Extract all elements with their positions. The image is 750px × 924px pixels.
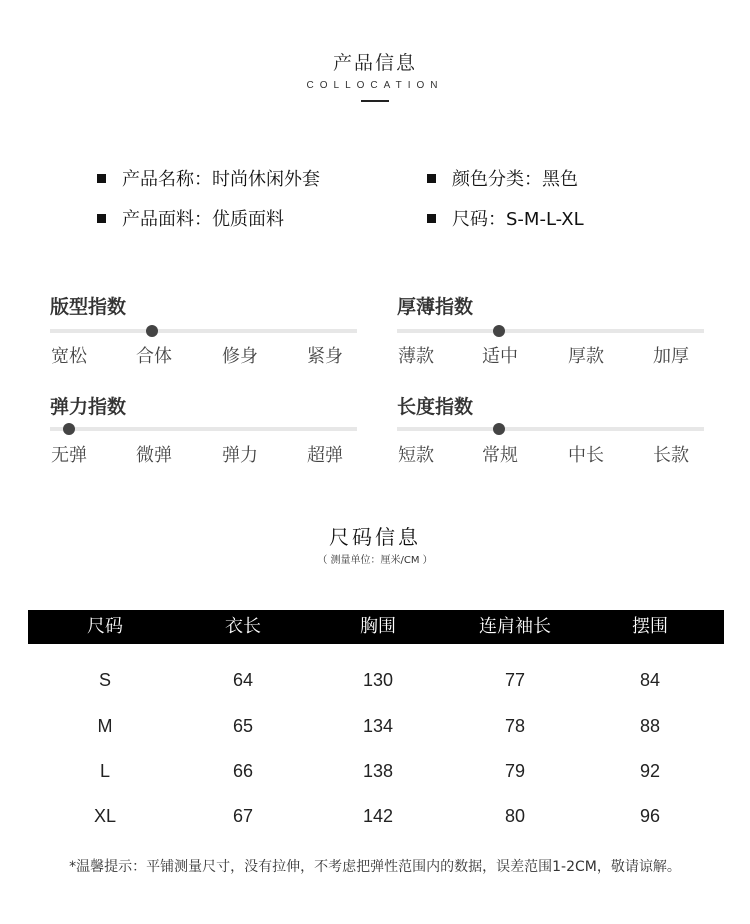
fit-option: 宽松 xyxy=(51,346,87,367)
table-cell: 66 xyxy=(232,761,254,781)
table-cell: 65 xyxy=(232,716,254,736)
fit-option: 紧身 xyxy=(307,346,343,367)
column-header-sleeve: 连肩袖长 xyxy=(479,616,551,637)
stretch-option: 无弹 xyxy=(51,445,87,466)
table-cell: 84 xyxy=(639,670,661,690)
stretch-option: 微弹 xyxy=(136,445,172,466)
thickness-option: 薄款 xyxy=(398,346,434,367)
product-info-title: 产品信息 xyxy=(332,52,417,74)
size-info-title: 尺码信息 xyxy=(329,525,421,549)
info-item-fabric xyxy=(97,205,284,231)
table-cell: 96 xyxy=(639,806,661,826)
thickness-option: 厚款 xyxy=(568,346,604,367)
product-info-subtitle: COLLOCATION xyxy=(306,80,444,91)
title-divider xyxy=(361,100,389,102)
square-bullet-icon xyxy=(97,174,106,183)
info-item-label: 颜色分类：黑色 xyxy=(452,169,578,190)
size-unit-note: （ 测量单位：厘米/CM ） xyxy=(317,555,433,566)
thickness-option: 适中 xyxy=(482,346,518,367)
stretch-index-track xyxy=(50,427,357,431)
info-item-label: 尺码：S-M-L-XL xyxy=(452,209,584,230)
length-index-track xyxy=(397,427,704,431)
length-option: 中长 xyxy=(568,445,604,466)
thickness-option: 加厚 xyxy=(653,346,689,367)
thickness-index-title: 厚薄指数 xyxy=(397,296,474,318)
fit-index-title: 版型指数 xyxy=(50,296,127,318)
table-cell: 77 xyxy=(504,670,526,690)
fit-option: 合体 xyxy=(136,346,172,367)
fit-index-marker xyxy=(146,325,158,337)
square-bullet-icon xyxy=(427,214,436,223)
length-index-title: 长度指数 xyxy=(397,396,474,418)
thickness-index-track xyxy=(397,329,704,333)
stretch-index-marker xyxy=(63,423,75,435)
fit-option: 修身 xyxy=(222,346,258,367)
fit-index-track xyxy=(50,329,357,333)
square-bullet-icon xyxy=(427,174,436,183)
table-cell: 142 xyxy=(362,806,394,826)
length-option: 短款 xyxy=(398,445,434,466)
column-header-chest: 胸围 xyxy=(360,616,396,637)
column-header-hem: 摆围 xyxy=(632,616,668,637)
column-header-size: 尺码 xyxy=(87,616,123,637)
stretch-option: 超弹 xyxy=(307,445,343,466)
table-cell: 80 xyxy=(504,806,526,826)
info-item-label: 产品名称：时尚休闲外套 xyxy=(122,169,320,190)
table-cell: XL xyxy=(93,806,117,826)
table-cell: 92 xyxy=(639,761,661,781)
table-cell: 64 xyxy=(232,670,254,690)
length-option: 长款 xyxy=(653,445,689,466)
table-cell: 79 xyxy=(504,761,526,781)
length-index-marker xyxy=(493,423,505,435)
table-cell: L xyxy=(99,761,110,781)
column-header-length: 衣长 xyxy=(225,616,261,637)
stretch-option: 弹力 xyxy=(222,445,258,466)
info-item-size xyxy=(427,205,584,231)
thickness-index-marker xyxy=(493,325,505,337)
table-cell: M xyxy=(97,716,113,736)
length-option: 常规 xyxy=(482,445,518,466)
table-cell: 88 xyxy=(639,716,661,736)
square-bullet-icon xyxy=(97,214,106,223)
table-cell: 138 xyxy=(362,761,394,781)
info-item-product-name xyxy=(97,165,320,191)
info-item-color xyxy=(427,165,578,191)
table-cell: 134 xyxy=(362,716,394,736)
info-item-label: 产品面料：优质面料 xyxy=(122,209,284,230)
stretch-index-title: 弹力指数 xyxy=(50,396,127,418)
table-cell: 130 xyxy=(362,670,394,690)
table-cell: 78 xyxy=(504,716,526,736)
table-cell: 67 xyxy=(232,806,254,826)
warm-tip-note: *温馨提示：平铺测量尺寸，没有拉伸，不考虑把弹性范围内的数据，误差范围1-2CM，敬请谅解。 xyxy=(69,859,681,875)
table-cell: S xyxy=(98,670,111,690)
